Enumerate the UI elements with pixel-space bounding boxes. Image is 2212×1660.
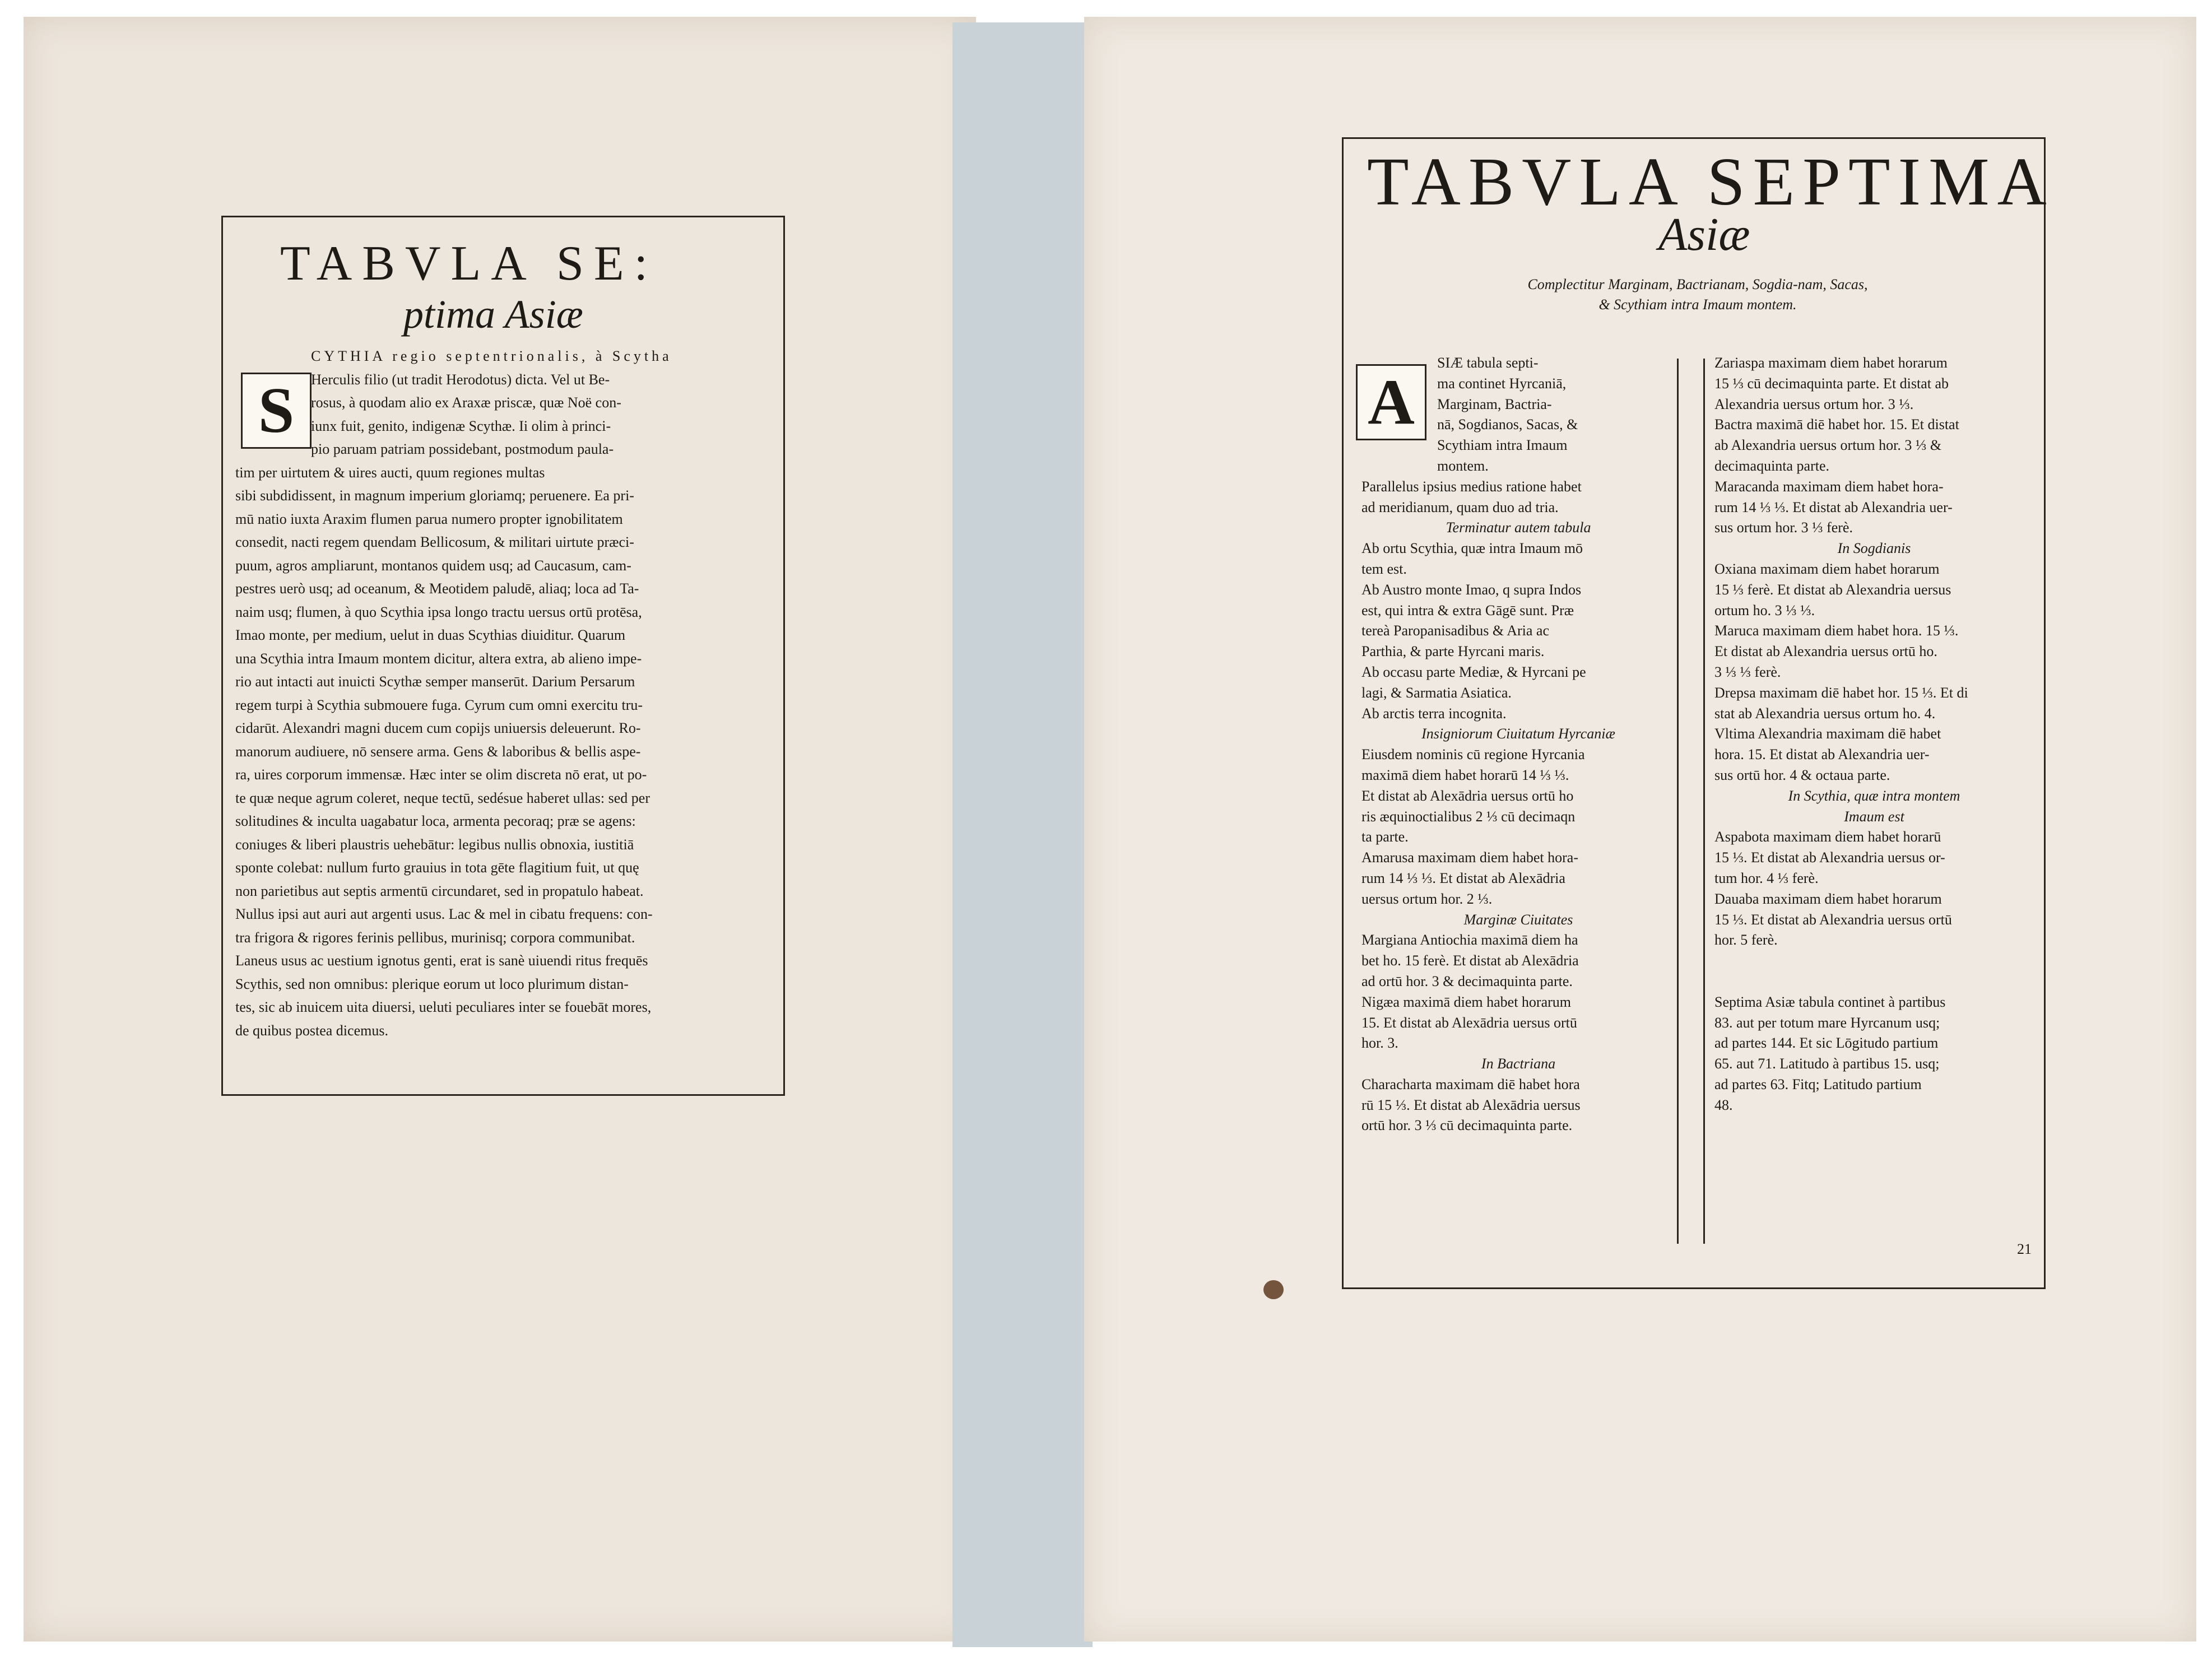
body-line: 65. aut 71. Latitudo à partibus 15. usq;	[1714, 1055, 1940, 1072]
body-line: nā, Sogdianos, Sacas, &	[1437, 416, 1578, 433]
body-line: solitudines & inculta uagabatur loca, armenta pecoraq; præ se agens:	[235, 813, 636, 829]
body-line: cidarūt. Alexandri magni ducem cum copijs uniuersis deleuerunt. Ro-	[235, 720, 641, 736]
body-line: Zariaspa maximam diem habet horarum	[1714, 355, 1948, 371]
right-page-description: Complectitur Marginam, Bactrianam, Sogdia-nam, Sacas, & Scythiam intra Imaum montem.	[1527, 276, 1868, 313]
body-line: Scythiam intra Imaum	[1437, 437, 1568, 454]
body-line: pio paruam patriam possidebant, postmodum paula-	[311, 441, 614, 457]
right-page-subtitle: Asiæ	[1658, 208, 1750, 261]
section-heading: Insigniorum Ciuitatum Hyrcaniæ	[1421, 726, 1615, 742]
body-line: 15 ⅓. Et distat ab Alexandria uersus ortū	[1714, 911, 1952, 928]
section-heading: Terminatur autem tabula	[1446, 519, 1591, 536]
body-line: rum 14 ⅓ ⅓. Et distat ab Alexādria	[1361, 869, 1565, 886]
body-line: SIÆ tabula septi-	[1437, 355, 1539, 371]
body-line: Et distat ab Alexandria uersus ortū ho.	[1714, 643, 1937, 660]
decorated-initial-s: S	[241, 373, 312, 449]
body-line: CYTHIA regio septentrionalis, à Scytha	[311, 348, 672, 364]
body-line: Ab occasu parte Mediæ, & Hyrcani pe	[1361, 663, 1586, 680]
left-page-body	[235, 345, 773, 1042]
body-line: Amarusa maximam diem habet hora-	[1361, 849, 1578, 866]
body-line: decimaquinta parte.	[1714, 457, 1830, 474]
body-line: sus ortum hor. 3 ⅓ ferè.	[1714, 519, 1853, 536]
body-line: Vltima Alexandria maximam diē habet	[1714, 726, 1941, 742]
page-number: 21	[2017, 1241, 2032, 1257]
body-line: montem.	[1437, 457, 1489, 474]
body-line: 3 ⅓ ⅓ ferè.	[1714, 663, 1781, 680]
body-line	[1714, 951, 2034, 971]
section-heading: Marginæ Ciuitates	[1463, 911, 1573, 928]
body-line: non parietibus aut septis armentū circundaret, sed in propatulo habeat.	[235, 882, 644, 899]
body-line: Alexandria uersus ortum hor. 3 ⅓.	[1714, 396, 1914, 412]
body-line: Septima Asiæ tabula continet à partibus	[1714, 993, 1946, 1010]
body-line: Aspabota maximam diem habet horarū	[1714, 829, 1941, 845]
body-line: naim usq; flumen, à quo Scythia ipsa longo tractu uersus ortū protēsa,	[235, 603, 642, 620]
body-line: hora. 15. Et distat ab Alexandria uer-	[1714, 746, 1930, 763]
body-line: pestres uerò usq; ad oceanum, & Meotidem paludē, aliaq; loca ad Ta-	[235, 580, 639, 597]
body-line: Oxiana maximam diem habet horarum	[1714, 560, 1940, 577]
body-line: tem est.	[1361, 560, 1407, 577]
body-line: rosus, à quodam alio ex Araxæ priscæ, quæ Noë con-	[311, 394, 621, 411]
section-heading: In Bactriana	[1481, 1055, 1556, 1072]
body-line: puum, agros ampliarunt, montanos quidem usq; ad Caucasum, cam-	[235, 557, 631, 574]
body-line: 15 ⅓. Et distat ab Alexandria uersus or-	[1714, 849, 1945, 866]
body-line: Nullus ipsi aut auri aut argenti usus. Lac & mel in cibatu frequens: con-	[235, 906, 653, 922]
body-line: Ab ortu Scythia, quæ intra Imaum mō	[1361, 540, 1583, 557]
body-line: Marginam, Bactria-	[1437, 396, 1552, 412]
body-line: sibi subdidissent, in magnum imperium gloriamq; peruenere. Ea pri-	[235, 487, 634, 504]
body-line: Bactra maximā diē habet hor. 15. Et distat	[1714, 416, 1959, 433]
body-line: Maruca maximam diem habet hora. 15 ⅓.	[1714, 622, 1959, 639]
body-line: Et distat ab Alexādria uersus ortū ho	[1361, 787, 1574, 804]
body-line: regem turpi à Scythia submouere fuga. Cyrum cum omni exercitu tru-	[235, 696, 643, 713]
column-rule-left	[1677, 359, 1679, 1244]
body-line: ma continet Hyrcaniā,	[1437, 375, 1567, 392]
body-line: de quibus postea dicemus.	[235, 1022, 388, 1039]
decorated-initial-a: A	[1356, 364, 1426, 440]
body-line: hor. 3.	[1361, 1035, 1398, 1052]
left-page-subtitle: ptima Asiæ	[403, 292, 583, 337]
body-line: Ab Austro monte Imao, q supra Indos	[1361, 581, 1582, 598]
body-line: Eiusdem nominis cū regione Hyrcania	[1361, 746, 1585, 763]
right-page-column-left	[1361, 353, 1675, 1136]
body-line: lagi, & Sarmatia Asiatica.	[1361, 684, 1512, 701]
body-line: Herculis filio (ut tradit Herodotus) dicta. Vel ut Be-	[311, 371, 610, 388]
body-line: ad meridianum, quam duo ad tria.	[1361, 499, 1559, 515]
body-line: uersus ortum hor. 2 ⅓.	[1361, 890, 1493, 907]
body-line: Maracanda maximam diem habet hora-	[1714, 478, 1944, 495]
body-line: tum hor. 4 ⅓ ferè.	[1714, 869, 1819, 886]
body-line: mū natio iuxta Araxim flumen parua numero propter ignobilitatem	[235, 510, 623, 527]
body-line: manorum audiuere, nō sensere arma. Gens & laboribus & bellis aspe-	[235, 743, 641, 760]
body-line: una Scythia intra Imaum montem dicitur, altera extra, ab alieno impe-	[235, 650, 642, 667]
section-heading: Imaum est	[1844, 808, 1904, 825]
body-line: ad partes 63. Fitq; Latitudo partium	[1714, 1076, 1922, 1092]
body-line: est, qui intra & extra Gāgē sunt. Præ	[1361, 602, 1574, 619]
body-line: Parallelus ipsius medius ratione habet	[1361, 478, 1582, 495]
body-line: stat ab Alexandria uersus ortum ho. 4.	[1714, 705, 1936, 722]
body-line: iunx fuit, genito, indigenæ Scythæ. Ii olim à princi-	[311, 417, 611, 434]
body-line: rum 14 ⅓ ⅓. Et distat ab Alexandria uer-	[1714, 499, 1953, 515]
body-line: ad ortū hor. 3 & decimaquinta parte.	[1361, 973, 1573, 989]
body-line: ortū hor. 3 ⅓ cū decimaquinta parte.	[1361, 1117, 1573, 1134]
right-page-column-right	[1714, 353, 2034, 1115]
body-line: Drepsa maximam diē habet hor. 15 ⅓. Et di	[1714, 684, 1968, 701]
ink-stain	[1263, 1280, 1284, 1299]
body-line: Scythis, sed non omnibus: plerique eorum ut loco plurimum distan-	[235, 975, 629, 992]
body-line: maximā diem habet horarū 14 ⅓ ⅓.	[1361, 766, 1569, 783]
body-line: ta parte.	[1361, 829, 1409, 845]
body-line: Dauaba maximam diem habet horarum	[1714, 890, 1942, 907]
section-heading: In Sogdianis	[1837, 540, 1911, 557]
right-page-title: TABVLA SEPTIMA	[1367, 144, 2055, 220]
body-line: sponte colebat: nullum furto grauius in tota gēte flagitium fuit, ut quę	[235, 859, 639, 876]
body-line: tim per uirtutem & uires aucti, quum regiones multas	[235, 464, 545, 481]
body-line	[1714, 971, 2034, 992]
section-heading: In Scythia, quæ intra montem	[1788, 787, 1960, 804]
body-line: sus ortū hor. 4 & octaua parte.	[1714, 766, 1890, 783]
body-line: consedit, nacti regem quendam Bellicosum, & militari uirtute præci-	[235, 534, 634, 550]
body-line: 15 ⅓ ferè. Et distat ab Alexandria uersus	[1714, 581, 1951, 598]
body-line: Imao monte, per medium, uelut in duas Scythias diuiditur. Quarum	[235, 627, 626, 643]
left-page-title: TABVLA SE:	[280, 236, 658, 291]
body-line: 83. aut per totum mare Hyrcanum usq;	[1714, 1014, 1940, 1031]
body-line: rū 15 ⅓. Et distat ab Alexādria uersus	[1361, 1096, 1581, 1113]
body-line: Characharta maximam diē habet hora	[1361, 1076, 1580, 1092]
body-line: Nigæa maximā diem habet horarum	[1361, 993, 1572, 1010]
body-line: Laneus usus ac uestium ignotus genti, erat is sanè uiuendi ritus frequēs	[235, 952, 648, 969]
body-line: tereà Paropanisadibus & Aria ac	[1361, 622, 1549, 639]
body-line: te quæ neque agrum coleret, neque tectū, sedésue haberet ullas: sed per	[235, 789, 650, 806]
body-line: 48.	[1714, 1096, 1733, 1113]
body-line: Margiana Antiochia maximā diem ha	[1361, 932, 1578, 948]
body-line: ad partes 144. Et sic Lōgitudo partium	[1714, 1035, 1939, 1052]
body-line: ortum ho. 3 ⅓ ⅓.	[1714, 602, 1815, 619]
body-line: coniuges & liberi plaustris uehebātur: legibus nullis obnoxia, iustitiā	[235, 836, 634, 853]
body-line: rio aut intacti aut inuicti Scythæ semper manserūt. Darium Persarum	[235, 673, 635, 690]
body-line: 15 ⅓ cū decimaquinta parte. Et distat ab	[1714, 375, 1949, 392]
binding-strip	[952, 22, 1093, 1647]
column-rule-right	[1703, 359, 1705, 1244]
body-line: Parthia, & parte Hyrcani maris.	[1361, 643, 1545, 660]
body-line: tra frigora & rigores ferinis pellibus, murinisq; corpora communibat.	[235, 929, 635, 946]
body-line: Ab arctis terra incognita.	[1361, 705, 1507, 722]
body-line: bet ho. 15 ferè. Et distat ab Alexādria	[1361, 952, 1579, 969]
body-line: tes, sic ab inuicem uita diuersi, ueluti peculiares inter se fouebāt mores,	[235, 999, 652, 1015]
body-line: 15. Et distat ab Alexādria uersus ortū	[1361, 1014, 1577, 1031]
body-line: ab Alexandria uersus ortum hor. 3 ⅓ &	[1714, 437, 1942, 454]
body-line: hor. 5 ferè.	[1714, 932, 1778, 948]
body-line: ra, uires corporum immensæ. Hæc inter se olim discreta nō erat, ut po-	[235, 766, 647, 783]
body-line: ris æquinoctialibus 2 ⅓ cū decimaqn	[1361, 808, 1576, 825]
